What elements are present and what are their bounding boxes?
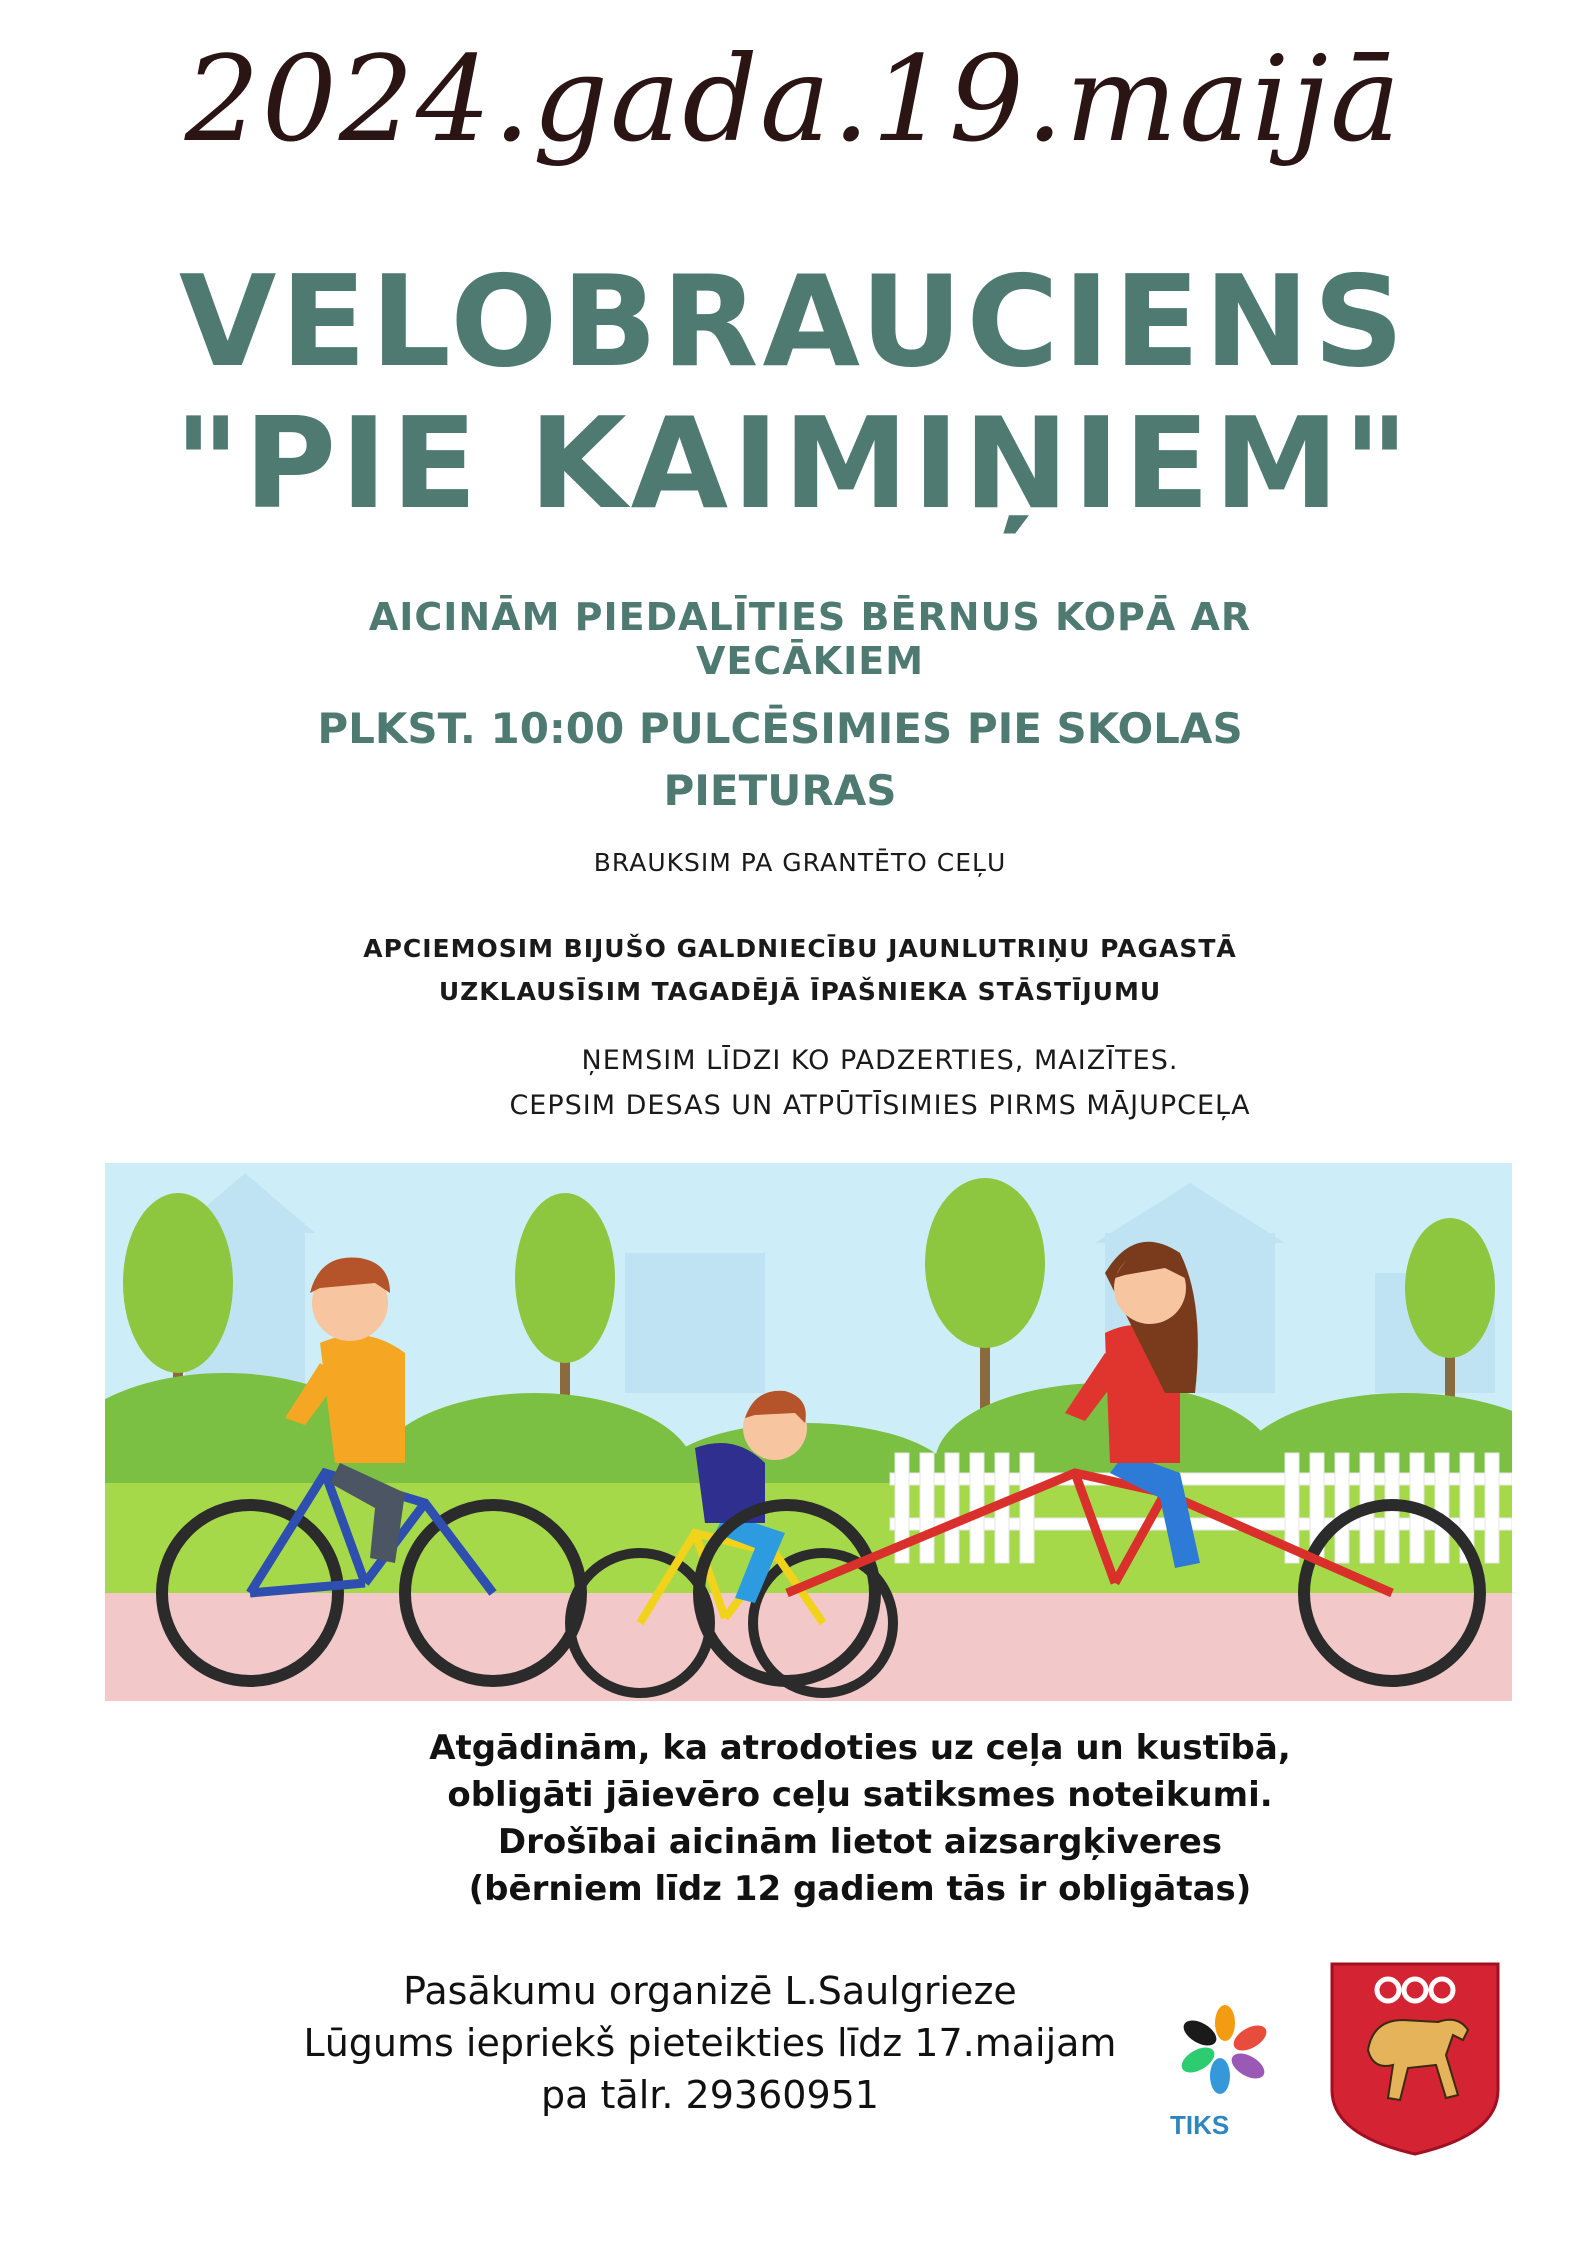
organizer-line-2: Lūgums iepriekš pieteikties līdz 17.maijam <box>303 2021 1117 2065</box>
visit-line-2: UZKLAUSĪSIM TAGADĒJĀ ĪPAŠNIEKA STĀSTĪJUMU <box>438 977 1162 1006</box>
organizer-line-3: pa tālr. 29360951 <box>541 2073 879 2117</box>
route-text: BRAUKSIM PA GRANTĒTO CEĻU <box>593 848 1007 877</box>
safety-reminder <box>420 1725 1300 1913</box>
event-subtitle: "PIE KAIMIŅIEM" <box>174 390 1413 537</box>
meeting-line-2: PIETURAS <box>663 766 897 815</box>
reminder-line-4: (bērniem līdz 12 gadiem tās ir obligātas) <box>468 1869 1252 1909</box>
organizer-line-1: Pasākumu organizē L.Saulgrieze <box>403 1969 1017 2013</box>
event-title: VELOBRAUCIENS <box>178 248 1409 395</box>
tiks-label: TIKS <box>1170 2110 1230 2140</box>
reminder-line-2: obligāti jāievēro ceļu satiksmes noteikumi. <box>447 1775 1273 1815</box>
tiks-logo <box>1170 1998 1280 2158</box>
meeting-line-1: PLKST. 10:00 PULCĒSIMIES PIE SKOLAS <box>317 704 1243 753</box>
reminder-line-1: Atgādinām, ka atrodoties uz ceļa un kustībā, <box>429 1728 1291 1768</box>
invitation-text: AICINĀM PIEDALĪTIES BĒRNUS KOPĀ AR VECĀKIEM <box>368 595 1252 683</box>
reminder-line-3: Drošībai aicinām lietot aizsargķiveres <box>497 1822 1223 1862</box>
organizer-info <box>250 1965 1170 2121</box>
bring-line-2: CEPSIM DESAS UN ATPŪTĪSIMIES PIRMS MĀJUPCEĻA <box>509 1090 1251 1121</box>
event-date: 2024.gada.19.maijā <box>184 30 1403 168</box>
meeting-info <box>260 698 1300 822</box>
tiks-flower-icon <box>1170 1998 1280 2098</box>
bring-line-1: ŅEMSIM LĪDZI KO PADZERTIES, MAIZĪTES. <box>581 1045 1179 1076</box>
coat-of-arms-icon <box>1328 1960 1502 2156</box>
family-cycling-illustration <box>105 1163 1512 1701</box>
visit-line-1: APCIEMOSIM BIJUŠO GALDNIECĪBU JAUNLUTRIŅU PAGASTĀ <box>363 934 1237 963</box>
